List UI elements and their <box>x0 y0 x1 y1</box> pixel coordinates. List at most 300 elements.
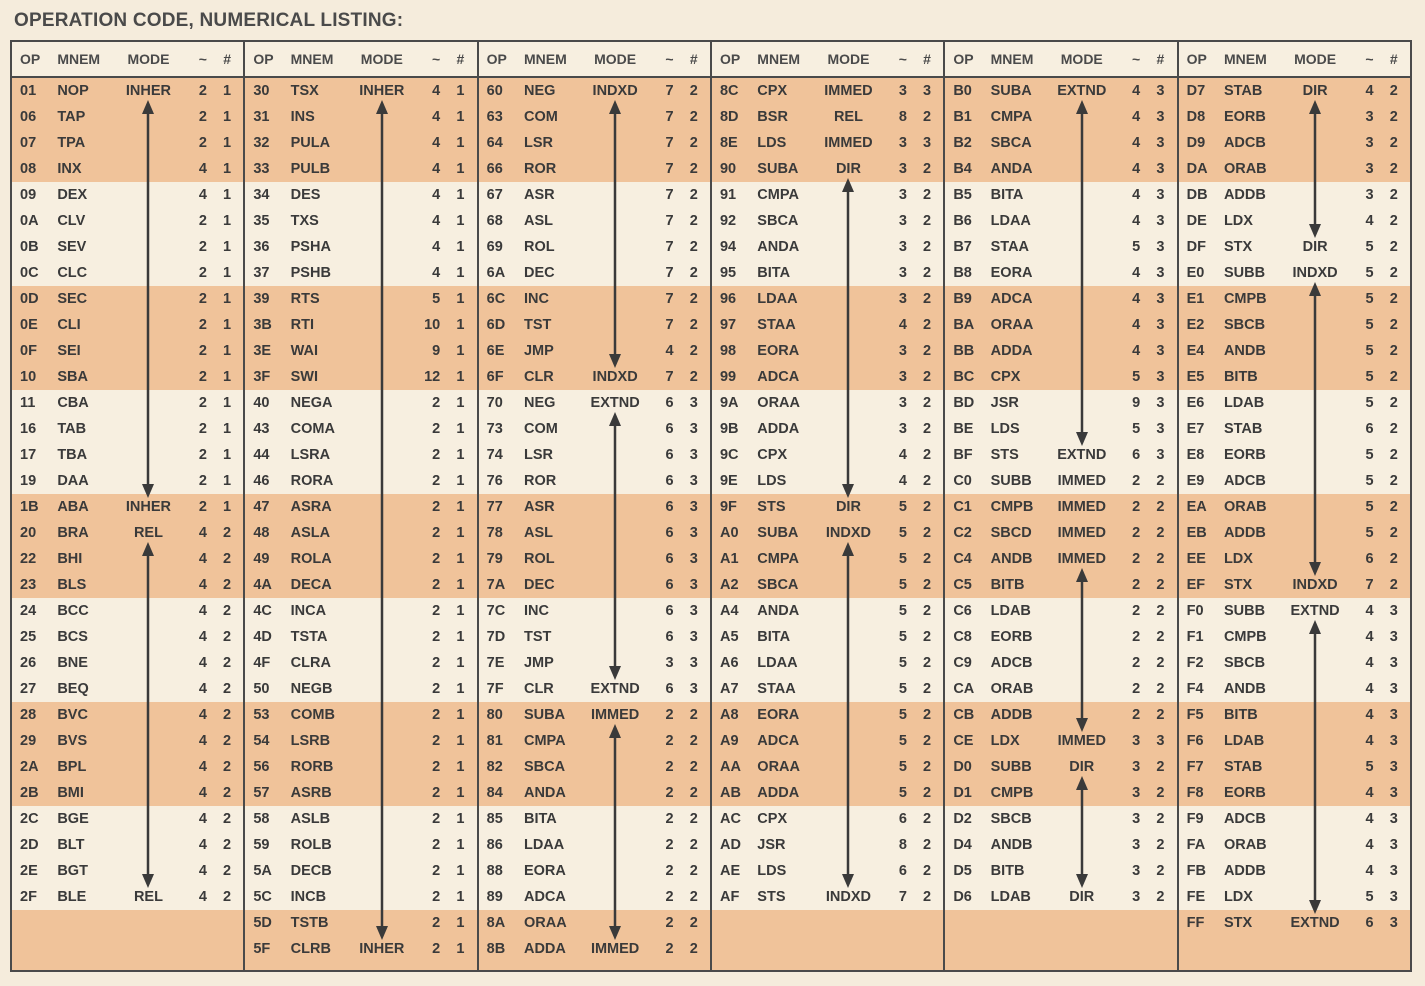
opcode-cell: A8 <box>719 707 739 723</box>
bytes-cell: 2 <box>689 369 698 385</box>
mnemonic-cell: BITB <box>1223 369 1258 385</box>
cycles-cell: 4 <box>198 187 207 203</box>
bytes-cell: 2 <box>1389 395 1398 411</box>
opcode-cell: 0B <box>20 239 39 255</box>
listing-column <box>479 42 712 970</box>
cycles-cell: 4 <box>1132 187 1141 203</box>
mnemonic-cell: COMA <box>290 421 335 437</box>
table-row <box>945 390 1176 416</box>
opcode-cell: 89 <box>486 889 503 905</box>
opcode-cell: EA <box>1186 499 1207 515</box>
cycles-cell: 9 <box>1132 395 1141 411</box>
mnemonic-cell: BITB <box>990 577 1025 593</box>
table-row <box>1179 702 1410 728</box>
opcode-cell: BD <box>953 395 975 411</box>
table-row <box>12 520 243 546</box>
cycles-cell: 2 <box>432 811 441 827</box>
cycles-cell: 6 <box>665 681 674 697</box>
cycles-cell: 2 <box>198 213 207 229</box>
opcode-cell: 19 <box>20 473 37 489</box>
bytes-cell: 2 <box>923 291 932 307</box>
opcode-cell: 09 <box>20 187 37 203</box>
opcode-cell: C2 <box>953 525 972 541</box>
mnemonic-cell: EORA <box>523 863 566 879</box>
cycles-cell: 7 <box>665 369 674 385</box>
bytes-cell: 2 <box>1156 785 1165 801</box>
bytes-cell: 2 <box>223 889 232 905</box>
opcode-cell: 56 <box>253 759 270 775</box>
column-header-row <box>712 42 943 78</box>
bytes-cell: 3 <box>923 135 932 151</box>
bytes-cell: 2 <box>689 317 698 333</box>
table-row <box>945 884 1176 910</box>
mnemonic-cell: ASRA <box>290 499 332 515</box>
mnemonic-cell: ANDA <box>523 785 566 801</box>
table-row <box>945 104 1176 130</box>
opcode-cell: 53 <box>253 707 270 723</box>
mode-cell: INDXD <box>825 525 871 541</box>
bytes-cell: 3 <box>1156 239 1165 255</box>
header-bytes: # <box>1156 51 1165 67</box>
mnemonic-cell: ASRB <box>290 785 332 801</box>
mode-cell: INHER <box>125 83 172 99</box>
cycles-cell: 4 <box>1365 681 1374 697</box>
table-row <box>1179 598 1410 624</box>
bytes-cell: 3 <box>689 681 698 697</box>
opcode-cell: 26 <box>20 655 37 671</box>
table-row <box>245 910 476 936</box>
cycles-cell: 2 <box>1132 577 1141 593</box>
table-row <box>1179 78 1410 104</box>
cycles-cell: 2 <box>198 317 207 333</box>
opcode-cell: A5 <box>719 629 739 645</box>
opcode-cell: FB <box>1186 863 1206 879</box>
range-arrow-icon <box>606 412 624 680</box>
cycles-cell: 2 <box>432 603 441 619</box>
bytes-cell: 1 <box>456 759 465 775</box>
cycles-cell: 3 <box>898 291 907 307</box>
table-row <box>12 78 243 104</box>
bytes-cell: 2 <box>689 759 698 775</box>
bytes-cell: 2 <box>1389 499 1398 515</box>
bytes-cell: 2 <box>923 811 932 827</box>
table-row <box>479 156 710 182</box>
table-row <box>245 442 476 468</box>
mnemonic-cell: ASLB <box>290 811 331 827</box>
bytes-cell: 2 <box>1389 213 1398 229</box>
bytes-cell: 2 <box>1156 707 1165 723</box>
bytes-cell: 2 <box>689 837 698 853</box>
mnemonic-cell: COMB <box>290 707 335 723</box>
cycles-cell: 5 <box>898 629 907 645</box>
mode-cell: EXTND <box>1057 83 1107 99</box>
mode-cell: INDXD <box>1292 265 1338 281</box>
bytes-cell: 2 <box>223 733 232 749</box>
column-header-row <box>1179 42 1410 78</box>
opcode-cell: 5F <box>253 941 271 957</box>
table-row <box>12 130 243 156</box>
opcode-cell: BC <box>953 369 975 385</box>
cycles-cell: 5 <box>898 707 907 723</box>
mnemonic-cell: ADCA <box>757 369 800 385</box>
bytes-cell: 1 <box>456 239 465 255</box>
mnemonic-cell: TPA <box>57 135 86 151</box>
cycles-cell: 7 <box>665 83 674 99</box>
table-row <box>12 884 243 910</box>
opcode-cell: AF <box>719 889 740 905</box>
bytes-cell: 1 <box>456 655 465 671</box>
header-bytes: # <box>456 51 465 67</box>
cycles-cell: 2 <box>432 707 441 723</box>
opcode-cell: DF <box>1186 239 1206 255</box>
mnemonic-cell: EORA <box>990 265 1033 281</box>
bytes-cell: 3 <box>1389 681 1398 697</box>
mnemonic-cell: ROR <box>523 473 557 489</box>
mnemonic-cell: ASL <box>523 525 553 541</box>
cycles-cell: 4 <box>1365 733 1374 749</box>
header-cycles: ~ <box>1132 51 1141 67</box>
cycles-cell: 2 <box>665 811 674 827</box>
opcode-cell: 6D <box>486 317 506 333</box>
bytes-cell: 3 <box>1389 603 1398 619</box>
table-row <box>945 208 1176 234</box>
opcode-cell: 8D <box>719 109 739 125</box>
opcode-cell: 4A <box>253 577 272 593</box>
mnemonic-cell: EORA <box>757 707 800 723</box>
table-row <box>1179 182 1410 208</box>
bytes-cell: 1 <box>456 213 465 229</box>
table-row <box>479 104 710 130</box>
cycles-cell: 4 <box>198 681 207 697</box>
table-row <box>479 546 710 572</box>
cycles-cell: 5 <box>432 291 441 307</box>
table-row <box>12 234 243 260</box>
opcode-cell: 06 <box>20 109 37 125</box>
opcode-cell: A6 <box>719 655 739 671</box>
cycles-cell: 5 <box>1132 369 1141 385</box>
opcode-cell: 8E <box>719 135 738 151</box>
bytes-cell: 2 <box>689 135 698 151</box>
mnemonic-cell: ROLB <box>290 837 332 853</box>
bytes-cell: 2 <box>223 577 232 593</box>
opcode-cell: 8A <box>486 915 506 931</box>
table-row <box>712 780 943 806</box>
bytes-cell: 3 <box>689 421 698 437</box>
cycles-cell: 2 <box>198 343 207 359</box>
mnemonic-cell: BVC <box>57 707 88 723</box>
cycles-cell: 3 <box>898 395 907 411</box>
mode-cell: DIR <box>1302 83 1328 99</box>
cycles-cell: 4 <box>198 603 207 619</box>
bytes-cell: 1 <box>456 551 465 567</box>
cycles-cell: 3 <box>1132 863 1141 879</box>
header-mode: MODE <box>1060 51 1103 67</box>
opcode-cell: C1 <box>953 499 972 515</box>
bytes-cell: 2 <box>923 629 932 645</box>
mnemonic-cell: BMI <box>57 785 84 801</box>
opcode-cell: F4 <box>1186 681 1204 697</box>
table-row <box>245 676 476 702</box>
table-row <box>1179 234 1410 260</box>
mode-cell: EXTND <box>1290 603 1340 619</box>
opcode-cell: 8B <box>486 941 506 957</box>
bytes-cell: 1 <box>456 109 465 125</box>
bytes-cell: 2 <box>689 291 698 307</box>
cycles-cell: 6 <box>665 421 674 437</box>
bytes-cell: 2 <box>1156 473 1165 489</box>
mnemonic-cell: SEC <box>57 291 88 307</box>
opcode-cell: 82 <box>486 759 503 775</box>
mode-cell: DIR <box>1069 759 1095 775</box>
mnemonic-cell: ANDA <box>757 603 800 619</box>
mnemonic-cell: ORAA <box>523 915 567 931</box>
cycles-cell: 7 <box>665 109 674 125</box>
cycles-cell: 2 <box>432 577 441 593</box>
table-row <box>712 338 943 364</box>
opcode-cell: 67 <box>486 187 503 203</box>
opcode-cell: B6 <box>953 213 972 229</box>
bytes-cell: 1 <box>456 343 465 359</box>
mnemonic-cell: BITB <box>1223 707 1258 723</box>
table-row <box>712 884 943 910</box>
table-row <box>245 364 476 390</box>
mnemonic-cell: ADDB <box>1223 525 1266 541</box>
bytes-cell: 1 <box>223 395 232 411</box>
cycles-cell: 5 <box>898 551 907 567</box>
opcode-cell: B1 <box>953 109 972 125</box>
mode-cell: INHER <box>125 499 172 515</box>
table-row <box>479 78 710 104</box>
mnemonic-cell: PSHB <box>290 265 331 281</box>
mnemonic-cell: STX <box>1223 239 1253 255</box>
opcode-cell: 9A <box>719 395 739 411</box>
mnemonic-cell: LSR <box>523 447 553 463</box>
cycles-cell: 8 <box>898 837 907 853</box>
opcode-cell: 46 <box>253 473 270 489</box>
cycles-cell: 6 <box>665 629 674 645</box>
bytes-cell: 2 <box>1389 421 1398 437</box>
bytes-cell: 3 <box>689 395 698 411</box>
header-op: OP <box>719 51 741 67</box>
table-row <box>712 442 943 468</box>
column-filler <box>12 910 243 970</box>
table-row <box>12 338 243 364</box>
bytes-cell: 1 <box>223 83 232 99</box>
cycles-cell: 2 <box>1132 629 1141 645</box>
cycles-cell: 4 <box>432 239 441 255</box>
opcode-cell: 07 <box>20 135 37 151</box>
bytes-cell: 2 <box>923 785 932 801</box>
table-row <box>945 182 1176 208</box>
table-row <box>945 728 1176 754</box>
mnemonic-cell: TST <box>523 317 552 333</box>
opcode-cell: 63 <box>486 109 503 125</box>
table-row <box>712 468 943 494</box>
mnemonic-cell: NOP <box>57 83 89 99</box>
opcode-cell: CA <box>953 681 975 697</box>
mnemonic-cell: BITA <box>523 811 557 827</box>
opcode-cell: 69 <box>486 239 503 255</box>
table-row <box>479 416 710 442</box>
table-row <box>12 312 243 338</box>
opcode-cell: 30 <box>253 83 270 99</box>
bytes-cell: 1 <box>456 577 465 593</box>
opcode-listing-table <box>10 40 1412 972</box>
mnemonic-cell: ADCB <box>1223 135 1266 151</box>
bytes-cell: 2 <box>1389 577 1398 593</box>
table-row <box>945 234 1176 260</box>
range-arrow-icon <box>1073 568 1091 732</box>
mnemonic-cell: ADCB <box>1223 811 1266 827</box>
table-row <box>12 624 243 650</box>
opcode-cell: 48 <box>253 525 270 541</box>
mnemonic-cell: PULB <box>290 161 331 177</box>
table-row <box>712 182 943 208</box>
cycles-cell: 6 <box>1132 447 1141 463</box>
cycles-cell: 5 <box>1365 239 1374 255</box>
mnemonic-cell: CMPA <box>757 551 799 567</box>
table-row <box>245 104 476 130</box>
opcode-cell: 85 <box>486 811 503 827</box>
table-row <box>945 832 1176 858</box>
opcode-cell: A7 <box>719 681 739 697</box>
opcode-cell: 6F <box>486 369 504 385</box>
bytes-cell: 2 <box>923 109 932 125</box>
mnemonic-cell: NEGB <box>290 681 333 697</box>
bytes-cell: 1 <box>456 889 465 905</box>
bytes-cell: 2 <box>1156 681 1165 697</box>
cycles-cell: 3 <box>665 655 674 671</box>
header-op: OP <box>486 51 507 67</box>
table-row <box>479 884 710 910</box>
cycles-cell: 6 <box>665 551 674 567</box>
opcode-cell: 34 <box>253 187 270 203</box>
column-filler <box>1179 936 1410 970</box>
table-row <box>945 78 1176 104</box>
table-row <box>945 156 1176 182</box>
opcode-cell: E0 <box>1186 265 1205 281</box>
opcode-cell: FE <box>1186 889 1206 905</box>
opcode-cell: 9F <box>719 499 737 515</box>
header-mode: MODE <box>127 51 170 67</box>
cycles-cell: 4 <box>665 343 674 359</box>
cycles-cell: 5 <box>1132 421 1141 437</box>
opcode-cell: 08 <box>20 161 37 177</box>
opcode-cell: 66 <box>486 161 503 177</box>
bytes-cell: 1 <box>456 447 465 463</box>
column-header-row <box>12 42 243 78</box>
mode-cell: IMMED <box>590 941 640 957</box>
table-row <box>945 624 1176 650</box>
mnemonic-cell: STS <box>757 499 786 515</box>
opcode-cell: 95 <box>719 265 737 281</box>
mnemonic-cell: CLI <box>57 317 81 333</box>
mnemonic-cell: CMPB <box>990 785 1034 801</box>
mnemonic-cell: CLR <box>523 369 554 385</box>
table-row <box>712 364 943 390</box>
table-row <box>479 780 710 806</box>
cycles-cell: 5 <box>1365 473 1374 489</box>
listing-column <box>12 42 245 970</box>
range-arrow-icon <box>606 724 624 940</box>
mode-cell: REL <box>133 525 163 541</box>
table-row <box>12 728 243 754</box>
table-row <box>945 676 1176 702</box>
mnemonic-cell: TXS <box>290 213 319 229</box>
listing-column <box>245 42 478 970</box>
opcode-cell: 0D <box>20 291 39 307</box>
cycles-cell: 2 <box>198 109 207 125</box>
cycles-cell: 5 <box>898 681 907 697</box>
bytes-cell: 1 <box>456 83 465 99</box>
bytes-cell: 2 <box>1389 135 1398 151</box>
table-row <box>12 442 243 468</box>
mnemonic-cell: CPX <box>757 447 788 463</box>
cycles-cell: 2 <box>198 369 207 385</box>
table-row <box>245 624 476 650</box>
mode-cell: INDXD <box>825 889 871 905</box>
table-row <box>945 598 1176 624</box>
bytes-cell: 3 <box>1389 629 1398 645</box>
mnemonic-cell: ANDB <box>1223 343 1266 359</box>
bytes-cell: 3 <box>1156 135 1165 151</box>
opcode-cell: 80 <box>486 707 503 723</box>
cycles-cell: 6 <box>1365 915 1374 931</box>
cycles-cell: 2 <box>1132 473 1141 489</box>
cycles-cell: 6 <box>665 447 674 463</box>
header-mnemonic: MNEM <box>757 51 801 67</box>
bytes-cell: 2 <box>923 863 932 879</box>
cycles-cell: 3 <box>1132 837 1141 853</box>
table-row <box>479 858 710 884</box>
mnemonic-cell: ADCB <box>1223 473 1266 489</box>
opcode-cell: 84 <box>486 785 503 801</box>
opcode-cell: C5 <box>953 577 972 593</box>
cycles-cell: 5 <box>1365 395 1374 411</box>
opcode-cell: 24 <box>20 603 37 619</box>
mode-cell: IMMED <box>1057 525 1106 541</box>
mnemonic-cell: DAA <box>57 473 89 489</box>
table-row <box>945 546 1176 572</box>
mnemonic-cell: CLV <box>57 213 86 229</box>
mnemonic-cell: CMPA <box>523 733 566 749</box>
opcode-cell: D8 <box>1186 109 1206 125</box>
opcode-cell: 11 <box>20 395 36 411</box>
cycles-cell: 6 <box>665 577 674 593</box>
opcode-cell: 2D <box>20 837 39 853</box>
bytes-cell: 1 <box>456 187 465 203</box>
range-arrow-icon <box>1073 776 1091 888</box>
mnemonic-cell: SUBA <box>523 707 566 723</box>
bytes-cell: 1 <box>223 343 232 359</box>
mnemonic-cell: EORB <box>1223 785 1266 801</box>
column-filler <box>712 910 943 970</box>
mnemonic-cell: LDAB <box>990 889 1031 905</box>
cycles-cell: 5 <box>898 759 907 775</box>
opcode-cell: 23 <box>20 577 37 593</box>
opcode-cell: 6A <box>486 265 506 281</box>
mnemonic-cell: TAP <box>57 109 86 125</box>
table-row <box>245 884 476 910</box>
mnemonic-cell: SBCA <box>757 213 799 229</box>
cycles-cell: 5 <box>1365 265 1374 281</box>
cycles-cell: 4 <box>1365 785 1374 801</box>
cycles-cell: 7 <box>1365 577 1374 593</box>
mnemonic-cell: SBCB <box>1223 655 1266 671</box>
opcode-cell: 50 <box>253 681 270 697</box>
bytes-cell: 2 <box>689 187 698 203</box>
opcode-cell: F0 <box>1186 603 1204 619</box>
